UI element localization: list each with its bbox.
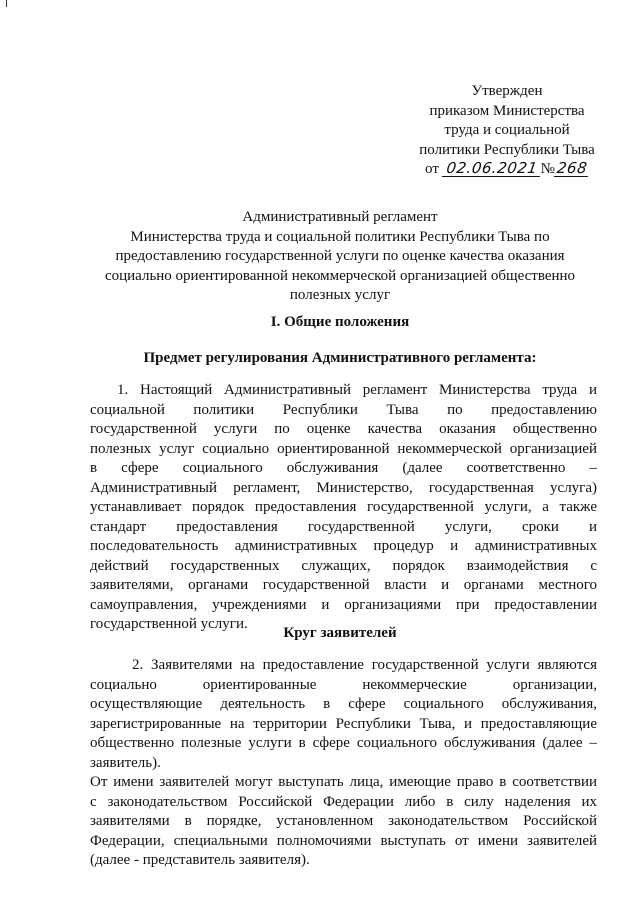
paragraph-line: заявителями в порядке, установленном законодательством Российской <box>90 813 597 829</box>
title-line: Министерства труда и социальной политики Республики Тыва по <box>130 228 550 245</box>
approval-ot-label: от <box>425 161 439 177</box>
title-line: полезных услуг <box>289 287 391 303</box>
paragraph-line: устанавливает порядок предоставления государственной услуги, а также <box>90 499 597 515</box>
title-line: социально ориентированной некоммерческой организацией общественно <box>104 267 576 284</box>
paragraph-line: полезных услуг социально ориентированной некоммерческой организацией <box>90 440 597 457</box>
approval-line: приказом Министерства <box>429 102 585 119</box>
paragraph-line: (далее - представитель заявителя). <box>90 852 310 868</box>
paragraph-line: заявителями, органами государственной власти и органами местного <box>90 577 597 593</box>
scan-mark <box>6 0 7 7</box>
paragraph-line: осуществляющие деятельность в сфере социального обслуживания, <box>90 696 597 712</box>
paragraph-line: последовательность административных процедур и административных <box>90 538 597 554</box>
paragraph-line: Административный регламент, Министерство, государственная услуга) <box>90 479 597 496</box>
paragraph-1 <box>90 381 597 635</box>
paragraph-line: с законодательством Российской Федерации либо в силу наделения их <box>90 793 597 810</box>
paragraph-line: стандарт предоставления государственной услуги, сроки и <box>90 518 597 535</box>
approval-date: 02.06.2021 <box>441 160 541 177</box>
paragraph-line: От имени заявителей могут выступать лица, имеющие право в соответствии <box>90 774 597 790</box>
paragraph-line: заявитель). <box>90 754 161 771</box>
title-line: предоставлению государственной услуги по оценке качества оказания <box>115 248 565 264</box>
section-heading-applicants: Круг заявителей <box>283 625 397 641</box>
paragraph-line: 1. Настоящий Административный регламент Министерства труда и <box>117 382 597 398</box>
paragraph-line: государственной услуги. <box>90 616 248 632</box>
document-title <box>80 208 600 306</box>
approval-number-label: № <box>540 161 555 177</box>
paragraph-line: Федерации, специальными полномочиями выступать от имени заявителей <box>90 832 597 849</box>
paragraph-line: социальной политики Республики Тыва по предоставлению <box>90 401 597 418</box>
approval-number: 268 <box>555 159 589 177</box>
paragraph-line: действий государственных служащих, порядок взаимодействия с <box>90 557 597 574</box>
paragraph-line: в сфере социального обслуживания (далее соответственно – <box>90 460 597 476</box>
approval-line: труда и социальной <box>444 122 570 138</box>
paragraph-line: общественно полезные услуги в сфере социального обслуживания (далее – <box>90 735 597 751</box>
title-line: Административный регламент <box>242 209 438 225</box>
approval-date-line <box>400 160 614 180</box>
section-subheading: Предмет регулирования Административного регламента: <box>143 350 537 366</box>
paragraph-line: зарегистрированные на территории Республики Тыва, и предоставляющие <box>90 715 597 732</box>
approval-line: Утвержден <box>471 83 543 99</box>
approval-block <box>400 82 614 180</box>
approval-line: политики Республики Тыва <box>419 141 595 158</box>
paragraph-line: самоуправления, учреждениями и организациями при предоставлении <box>90 596 597 613</box>
paragraph-line: 2. Заявителями на предоставление государственной услуги являются <box>132 657 597 673</box>
paragraph-line: социально ориентированные некоммерческие организации, <box>90 676 597 693</box>
section-heading: I. Общие положения <box>270 314 410 330</box>
paragraph-line: государственной услуги по оценке качества оказания общественно <box>90 421 597 437</box>
paragraph-2 <box>90 656 597 871</box>
